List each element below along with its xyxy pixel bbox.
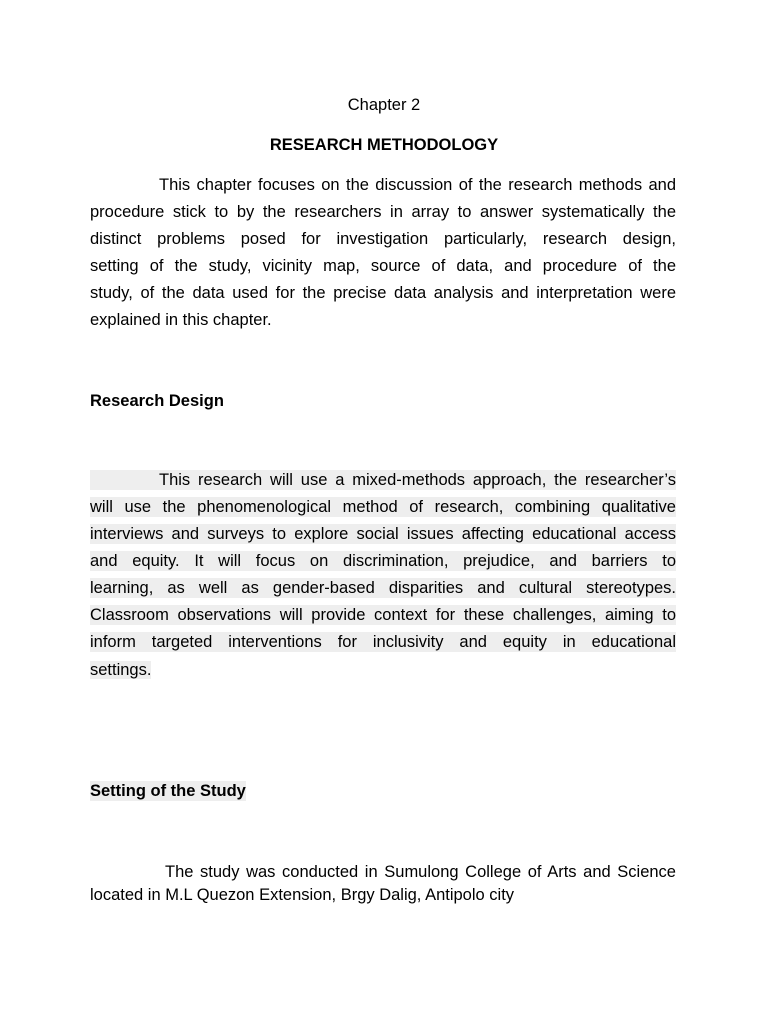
research-design-line: inform targeted interventions for inclusivity and equity in educational [90,633,676,651]
research-design-line: Classroom observations will provide context for these challenges, aiming to [90,606,676,624]
setting-line: located in M.L Quezon Extension, Brgy Dalig, Antipolo city [90,886,515,904]
intro-line: procedure stick to by the researchers in array to answer systematically the [90,203,676,221]
research-design-line: learning, as well as gender-based disparities and cultural stereotypes. [90,579,676,597]
chapter-label: Chapter 2 [347,96,421,114]
research-design-line: will use the phenomenological method of research, combining qualitative [90,498,676,516]
intro-line: study, of the data used for the precise data analysis and interpretation were [90,284,676,302]
research-design-heading: Research Design [90,392,224,410]
intro-line: explained in this chapter. [90,311,272,329]
research-design-line: and equity. It will focus on discrimination, prejudice, and barriers to [90,552,676,570]
research-design-line-last [90,660,151,680]
setting-line: The study was conducted in Sumulong College of Arts and Science [165,863,676,881]
research-design-line: interviews and surveys to explore social issues affecting educational access [90,525,676,543]
research-design-line: This research will use a mixed-methods approach, the researcher’s [90,470,676,490]
intro-line: This chapter focuses on the discussion of the research methods and [159,176,676,194]
setting-heading: Setting of the Study [90,782,246,800]
research-design-line-last-text: settings. [90,661,152,679]
chapter-title: RESEARCH METHODOLOGY [269,136,499,154]
intro-line: distinct problems posed for investigation particularly, research design, [90,230,676,248]
intro-line: setting of the study, vicinity map, source of data, and procedure of the [90,257,676,275]
